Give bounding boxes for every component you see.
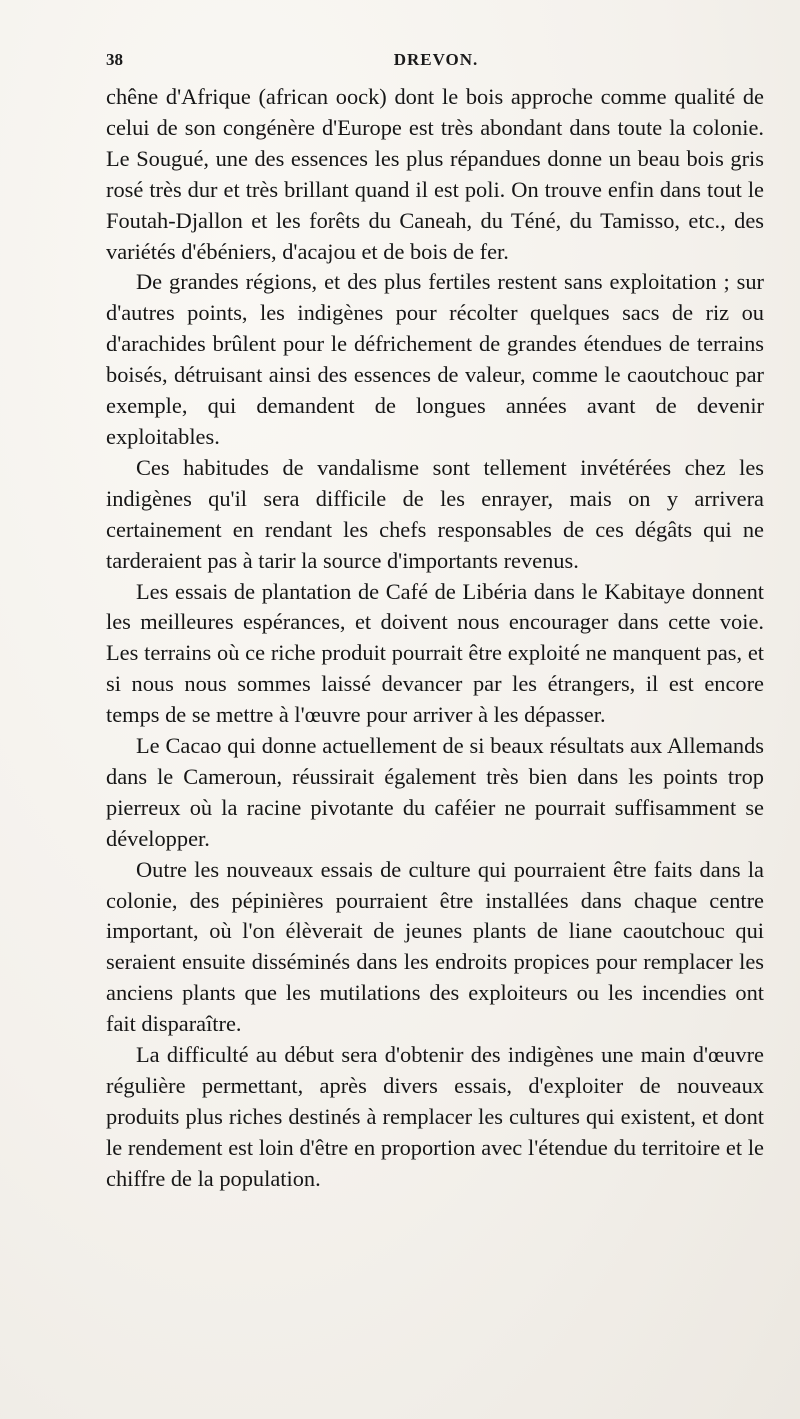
page-number: 38 bbox=[106, 50, 123, 69]
running-head: DREVON. bbox=[393, 50, 479, 69]
paragraph-continued: chêne d'Afrique (african oock) dont le bois approche comme qualité de celui de son congénère d'Europe est très abondant dans toute la colonie. Le Sougué, une des essences les plus répandues donne un beau bois gris rosé très dur et très brillant quand il est poli. On trouve enfin dans tout le Foutah-Djallon et les forêts du Caneah, du Téné, du Tamisso, etc., des variétés d'ébéniers, d'acajou et de bois de fer. bbox=[106, 84, 764, 264]
paragraph-labour: La difficulté au début sera d'obtenir des indigènes une main d'œuvre régulière permettant, après divers essais, d'exploiter de nouveaux produits plus riches destinés à remplacer les cultures qui existent, et dont le rendement est loin d'être en proportion avec l'étendue du territoire et le chiffre de la population. bbox=[106, 1042, 764, 1191]
paragraph-nurseries: Outre les nouveaux essais de culture qui pourraient être faits dans la colonie, des pépinières pourraient être installées dans chaque centre important, où l'on élèverait de jeunes plants de liane caoutchouc qui seraient ensuite disséminés dans les endroits propices pour remplacer les anciens plants que les mutilations des exploiteurs ou les incendies ont fait disparaître. bbox=[106, 856, 764, 1037]
paragraph-cocoa: Le Cacao qui donne actuellement de si beaux résultats aux Allemands dans le Cameroun, réussirait également très bien dans les points trop pierreux où la racine pivotante du caféier ne pourrait suffisamment se développer. bbox=[106, 733, 764, 851]
page-header bbox=[106, 50, 766, 76]
paragraph-deforestation: De grandes régions, et des plus fertiles restent sans exploitation ; sur d'autres points, les indigènes pour récolter quelques sacs de riz ou d'arachides brûlent pour le défrichement de grandes étendues de terrains boisés, détruisant ainsi des essences de valeur, comme le caoutchouc par exemple, qui demandent de longues années avant de devenir exploitables. bbox=[106, 269, 764, 449]
paragraph-coffee: Les essais de plantation de Café de Libéria dans le Kabitaye donnent les meilleures espérances, et doivent nous encourager dans cette voie. Les terrains où ce riche produit pourrait être exploité ne manquent pas, et si nous nous sommes laissé devancer par les étrangers, il est encore temps de se mettre à l'œuvre pour arriver à les dépasser. bbox=[106, 578, 764, 728]
body-text bbox=[106, 82, 764, 1195]
paragraph-vandalism: Ces habitudes de vandalisme sont tellement invétérées chez les indigènes qu'il sera difficile de les enrayer, mais on y arrivera certainement en rendant les chefs responsables de ces dégâts qui ne tarderaient pas à tarir la source d'importants revenus. bbox=[106, 454, 764, 573]
